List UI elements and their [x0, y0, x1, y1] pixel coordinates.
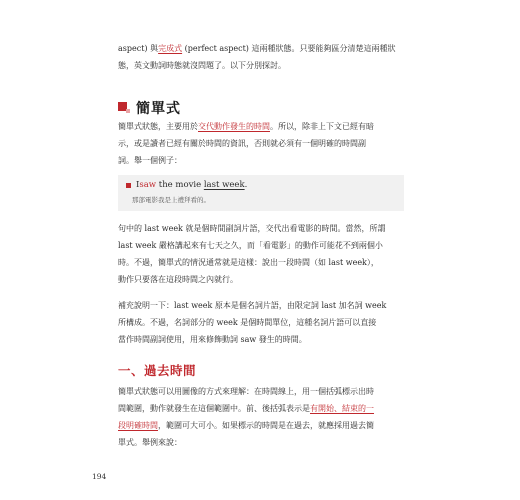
example-translation: 那部電影我是上禮拜看的。 — [132, 196, 210, 204]
page-number: 194 — [92, 472, 107, 481]
paragraph-2: 句中的 last week 就是個時間副詞片語，交代出看電影的時間。當然，所謂 last week 嚴格講起來有七天之久，而「看電影」的動作可能花不到兩個小 時。不過，簡單式的情況通常就是這樣：說出一段時間（如 last week）， 動作只要落在這段時間之內就行。 — [118, 224, 386, 284]
highlight-perfect: 完成式 — [158, 44, 183, 53]
section-title: 簡單式 — [136, 101, 181, 117]
section-paragraph: 簡單式狀態，主要用於交代動作發生的時間。所以，除非上下文已經有暗 示，或是讀者已經有關於時間的資訊，否則就必須有一個明確的時間副 詞。舉一個例子： — [118, 122, 374, 165]
highlight-range: 有開始、結束的一 — [310, 404, 374, 413]
intro-paragraph: aspect) 與完成式 (perfect aspect) 這兩種狀態。只要能夠區分清楚這兩種狀 態，英文動詞時態就沒問題了。以下分別探討。 — [118, 44, 396, 70]
highlight-range-cont: 段明確時間 — [118, 421, 158, 430]
section-square-icon — [118, 102, 130, 114]
highlight-time: 交代動作發生的時間 — [198, 122, 270, 131]
example-verb: saw — [139, 180, 157, 190]
example-sentence: I saw the movie last week . — [126, 180, 247, 190]
paragraph-3: 補充說明一下：last week 原本是個名詞片語，由限定詞 last 加名詞 week 所構成。不過，名詞部分的 week 是個時間單位，這種名詞片語可以直接 當作時間副詞使用，用來修飾動詞 saw 發生的時間。 — [118, 301, 387, 344]
subsection-title: 一、過去時間 — [118, 363, 197, 378]
section-heading — [118, 98, 181, 118]
example-box — [118, 175, 404, 211]
bullet-square-icon — [126, 183, 131, 188]
example-time-phrase: last week — [203, 180, 245, 190]
paragraph-4: 簡單式狀態可以用圖像的方式來理解：在時間線上，用一個括弧標示出時 間範圍，動作就發生在這個範圍中。前、後括弧表示是有開始、結束的一 段明確時間，範圍可大可小。如果標示的時間是在過去，就應採用過去簡 單式。舉例來說： — [118, 387, 374, 447]
